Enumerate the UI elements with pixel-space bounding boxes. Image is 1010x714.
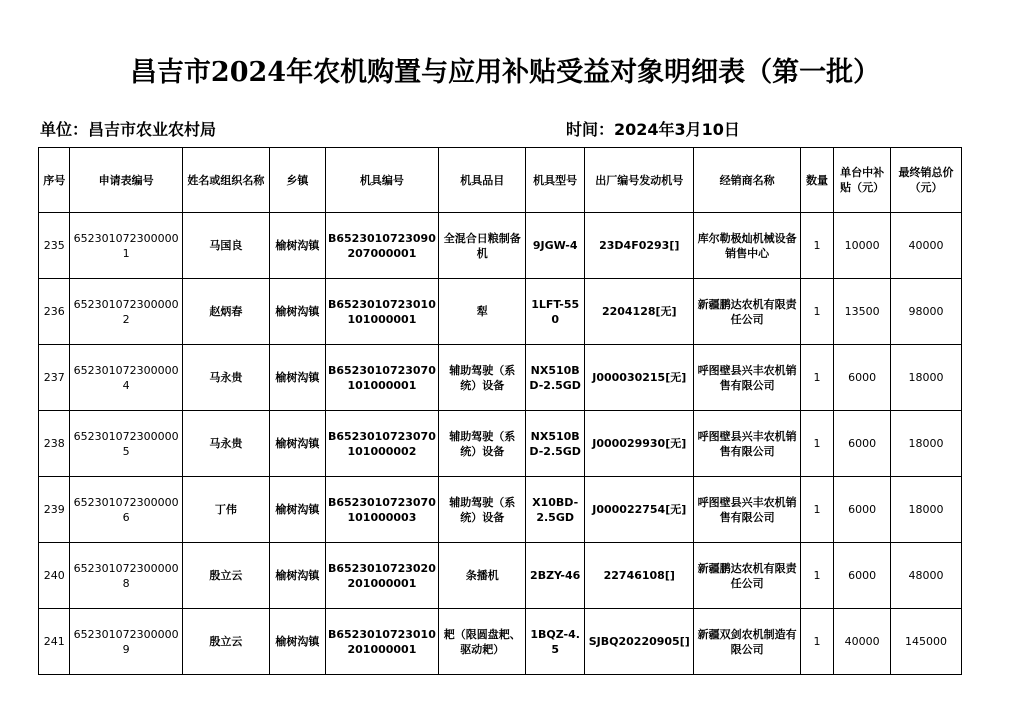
- cell-dealer: 库尔勒极灿机械设备销售中心: [694, 213, 800, 279]
- column-header: 经销商名称: [694, 148, 800, 213]
- cell-code: B6523010723090207000001: [325, 213, 438, 279]
- cell-serial: J000022754[无]: [585, 477, 694, 543]
- table-header-row: [39, 148, 962, 213]
- column-header: 机具型号: [526, 148, 585, 213]
- cell-dealer: 呼图壁县兴丰农机销售有限公司: [694, 411, 800, 477]
- cell-serial: J000029930[无]: [585, 411, 694, 477]
- cell-town: 榆树沟镇: [269, 477, 325, 543]
- cell-model: NX510BD-2.5GD: [526, 345, 585, 411]
- cell-qty: 1: [800, 213, 833, 279]
- cell-subsidy: 13500: [834, 279, 891, 345]
- column-header: 乡镇: [269, 148, 325, 213]
- column-header: 最终销总价（元）: [891, 148, 962, 213]
- cell-no: 240: [39, 543, 70, 609]
- cell-dealer: 新疆双剑农机制造有限公司: [694, 609, 800, 675]
- cell-serial: J000030215[无]: [585, 345, 694, 411]
- column-header: 机具编号: [325, 148, 438, 213]
- table-row: [39, 279, 962, 345]
- cell-dealer: 新疆鹏达农机有限责任公司: [694, 279, 800, 345]
- cell-serial: SJBQ20220905[]: [585, 609, 694, 675]
- cell-code: B6523010723070101000001: [325, 345, 438, 411]
- cell-app: 6523010723000009: [70, 609, 182, 675]
- column-header: 出厂编号发动机号: [585, 148, 694, 213]
- cell-app: 6523010723000005: [70, 411, 182, 477]
- column-header: 序号: [39, 148, 70, 213]
- cell-name: 马永贵: [182, 411, 269, 477]
- cell-serial: 23D4F0293[]: [585, 213, 694, 279]
- cell-serial: 22746108[]: [585, 543, 694, 609]
- cell-code: B6523010723070101000003: [325, 477, 438, 543]
- cell-model: 2BZY-46: [526, 543, 585, 609]
- cell-item: 全混合日粮制备机: [439, 213, 526, 279]
- cell-subsidy: 10000: [834, 213, 891, 279]
- cell-total: 145000: [891, 609, 962, 675]
- cell-no: 238: [39, 411, 70, 477]
- date-label: 时间：2024年3月10日: [566, 120, 740, 139]
- cell-total: 98000: [891, 279, 962, 345]
- cell-model: NX510BD-2.5GD: [526, 411, 585, 477]
- column-header: 数量: [800, 148, 833, 213]
- cell-app: 6523010723000008: [70, 543, 182, 609]
- table-row: [39, 213, 962, 279]
- cell-name: 殷立云: [182, 609, 269, 675]
- cell-qty: 1: [800, 609, 833, 675]
- cell-model: 9JGW-4: [526, 213, 585, 279]
- cell-item: 耙（限圆盘耙、驱动耙）: [439, 609, 526, 675]
- cell-town: 榆树沟镇: [269, 213, 325, 279]
- cell-dealer: 呼图壁县兴丰农机销售有限公司: [694, 345, 800, 411]
- cell-code: B6523010723070101000002: [325, 411, 438, 477]
- column-header: 姓名或组织名称: [182, 148, 269, 213]
- cell-no: 237: [39, 345, 70, 411]
- cell-no: 239: [39, 477, 70, 543]
- table-row: [39, 609, 962, 675]
- beneficiary-table: [38, 147, 962, 675]
- cell-model: 1LFT-550: [526, 279, 585, 345]
- cell-subsidy: 6000: [834, 345, 891, 411]
- cell-name: 马国良: [182, 213, 269, 279]
- cell-name: 丁伟: [182, 477, 269, 543]
- cell-town: 榆树沟镇: [269, 345, 325, 411]
- table-row: [39, 477, 962, 543]
- cell-model: 1BQZ-4.5: [526, 609, 585, 675]
- cell-name: 赵炳春: [182, 279, 269, 345]
- page-title: 昌吉市2024年农机购置与应用补贴受益对象明细表（第一批）: [129, 57, 881, 88]
- cell-item: 犁: [439, 279, 526, 345]
- cell-code: B6523010723010201000001: [325, 609, 438, 675]
- cell-item: 辅助驾驶（系统）设备: [439, 411, 526, 477]
- cell-item: 辅助驾驶（系统）设备: [439, 345, 526, 411]
- cell-town: 榆树沟镇: [269, 411, 325, 477]
- cell-total: 18000: [891, 411, 962, 477]
- cell-app: 6523010723000006: [70, 477, 182, 543]
- column-header: 申请表编号: [70, 148, 182, 213]
- cell-qty: 1: [800, 345, 833, 411]
- cell-dealer: 呼图壁县兴丰农机销售有限公司: [694, 477, 800, 543]
- cell-qty: 1: [800, 477, 833, 543]
- table-row: [39, 411, 962, 477]
- table-row: [39, 543, 962, 609]
- cell-total: 48000: [891, 543, 962, 609]
- cell-total: 18000: [891, 345, 962, 411]
- cell-subsidy: 6000: [834, 543, 891, 609]
- cell-item: 条播机: [439, 543, 526, 609]
- column-header: 机具品目: [439, 148, 526, 213]
- cell-model: X10BD-2.5GD: [526, 477, 585, 543]
- cell-dealer: 新疆鹏达农机有限责任公司: [694, 543, 800, 609]
- cell-total: 18000: [891, 477, 962, 543]
- cell-code: B6523010723020201000001: [325, 543, 438, 609]
- table-row: [39, 345, 962, 411]
- cell-town: 榆树沟镇: [269, 609, 325, 675]
- cell-app: 6523010723000001: [70, 213, 182, 279]
- cell-subsidy: 6000: [834, 411, 891, 477]
- cell-serial: 2204128[无]: [585, 279, 694, 345]
- cell-item: 辅助驾驶（系统）设备: [439, 477, 526, 543]
- unit-label: 单位：昌吉市农业农村局: [40, 120, 217, 139]
- cell-subsidy: 6000: [834, 477, 891, 543]
- cell-app: 6523010723000004: [70, 345, 182, 411]
- cell-no: 236: [39, 279, 70, 345]
- cell-app: 6523010723000002: [70, 279, 182, 345]
- cell-town: 榆树沟镇: [269, 543, 325, 609]
- cell-town: 榆树沟镇: [269, 279, 325, 345]
- cell-name: 殷立云: [182, 543, 269, 609]
- cell-total: 40000: [891, 213, 962, 279]
- cell-name: 马永贵: [182, 345, 269, 411]
- cell-no: 235: [39, 213, 70, 279]
- cell-no: 241: [39, 609, 70, 675]
- cell-qty: 1: [800, 411, 833, 477]
- cell-qty: 1: [800, 543, 833, 609]
- column-header: 单台中补贴（元）: [834, 148, 891, 213]
- cell-qty: 1: [800, 279, 833, 345]
- cell-code: B6523010723010101000001: [325, 279, 438, 345]
- cell-subsidy: 40000: [834, 609, 891, 675]
